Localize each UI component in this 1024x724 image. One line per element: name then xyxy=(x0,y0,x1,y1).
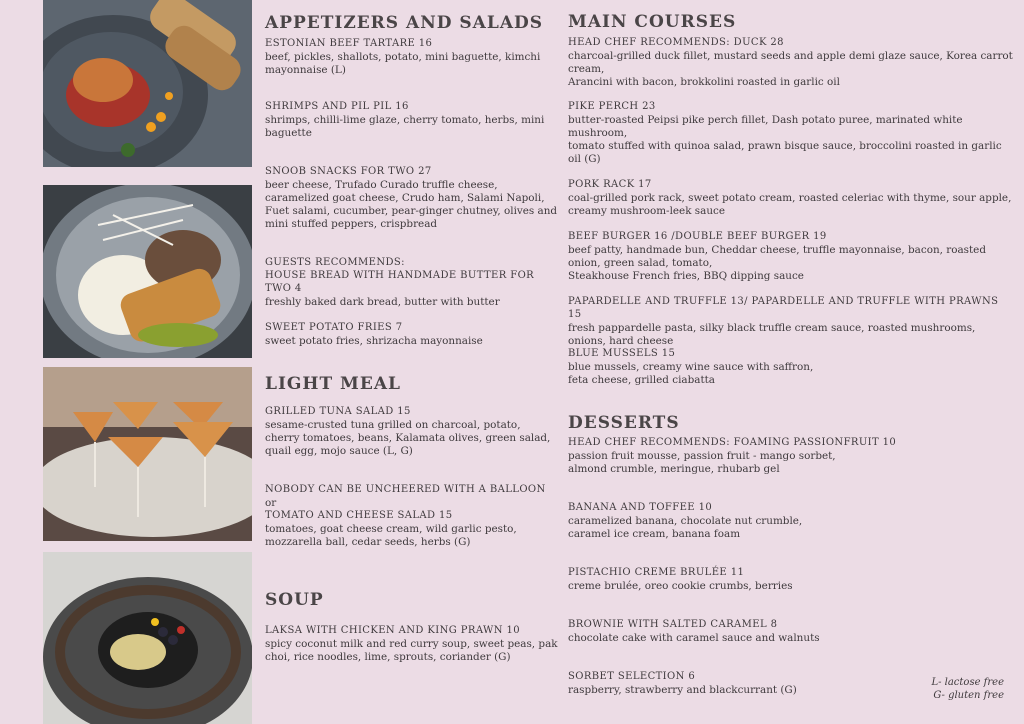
legend-lactose-free: L- lactose free xyxy=(931,677,1004,688)
item-title: SNOOB SNACKS FOR TWO 27 xyxy=(265,166,432,177)
item-description: fresh pappardelle pasta, silky black truffle cream sauce, roasted mushrooms, onions, hard cheese xyxy=(568,321,976,347)
item-title: NOBODY CAN BE UNCHEERED WITH A BALLOON xyxy=(265,484,546,495)
item-title: PORK RACK 17 xyxy=(568,179,652,190)
appetizers-heading: APPETIZERS AND SALADS xyxy=(265,13,544,33)
legend-gluten-free: G- gluten free xyxy=(933,690,1004,701)
item-description: beef patty, handmade bun, Cheddar cheese, truffle mayonnaise, bacon, roasted onion, green salad, tomato, xyxy=(568,243,986,269)
item-title: PAPARDELLE AND TRUFFLE 13/ PAPARDELLE AND TRUFFLE WITH PRAWNS 15 xyxy=(568,296,999,320)
item-description: chocolate cake with caramel sauce and walnuts xyxy=(568,631,820,644)
menu-item xyxy=(265,101,558,140)
item-title: GUESTS RECOMMENDS: xyxy=(265,257,405,268)
item-description-line-2: feta cheese, grilled ciabatta xyxy=(568,373,715,386)
item-title-line-2: TOMATO AND CHEESE SALAD 15 xyxy=(265,509,453,521)
menu-item xyxy=(568,231,1014,283)
menu-item xyxy=(568,437,1014,476)
item-description-line-2: almond crumble, meringue, rhubarb gel xyxy=(568,462,780,475)
desserts-heading: DESSERTS xyxy=(568,413,680,433)
item-description: raspberry, strawberry and blackcurrant (G) xyxy=(568,683,797,696)
item-title: GRILLED TUNA SALAD 15 xyxy=(265,406,411,417)
photo-pike-perch xyxy=(43,185,252,358)
item-description: beef, pickles, shallots, potato, mini baguette, kimchi mayonnaise (L) xyxy=(265,50,541,76)
photo-beef-tartare xyxy=(43,0,252,167)
item-description: sweet potato fries, shrizacha mayonnaise xyxy=(265,334,483,347)
item-description: sesame-crusted tuna grilled on charcoal, potato, cherry tomatoes, beans, Kalamata olives, green salad, quail egg, mojo sauce (L, G) xyxy=(265,418,551,457)
menu-item xyxy=(568,567,1014,593)
item-title: LAKSA WITH CHICKEN AND KING PRAWN 10 xyxy=(265,625,520,636)
item-description: passion fruit mousse, passion fruit - mango sorbet, xyxy=(568,449,836,462)
item-title: BANANA AND TOFFEE 10 xyxy=(568,502,713,513)
item-title: PIKE PERCH 23 xyxy=(568,101,656,112)
menu-item xyxy=(265,406,558,458)
item-title: PISTACHIO CREME BRULÉE 11 xyxy=(568,567,745,578)
item-title: SHRIMPS AND PIL PIL 16 xyxy=(265,101,409,112)
menu-item xyxy=(265,257,558,309)
item-description-line-2: tomato stuffed with quinoa salad, prawn bisque sauce, broccolini roasted in garlic oil (G) xyxy=(568,139,1002,165)
item-title: SORBET SELECTION 6 xyxy=(568,671,696,682)
photo-dessert-nest xyxy=(43,552,252,724)
item-description: beer cheese, Trufado Curado truffle cheese, caramelized goat cheese, Crudo ham, Salami Napoli, Fuet salami, cucumber, pear-ginger chutney, olives and mini stuffed peppers, crispbread xyxy=(265,178,558,230)
item-title: HEAD CHEF RECOMMENDS: DUCK 28 xyxy=(568,37,784,48)
item-title: SWEET POTATO FRIES 7 xyxy=(265,322,403,333)
item-description-line-2: Arancini with bacon, brokkolini roasted in garlic oil xyxy=(568,75,840,88)
menu-item xyxy=(568,619,1014,645)
item-description: butter-roasted Peipsi pike perch fillet, Dash potato puree, marinated white mushroom, xyxy=(568,113,963,139)
item-title: BEEF BURGER 16 /DOUBLE BEEF BURGER 19 xyxy=(568,231,827,242)
item-title: BROWNIE WITH SALTED CARAMEL 8 xyxy=(568,619,778,630)
item-or: or xyxy=(265,496,277,509)
item-description: spicy coconut milk and red curry soup, sweet peas, pak choi, rice noodles, lime, sprouts, coriander (G) xyxy=(265,637,558,663)
menu-item xyxy=(265,38,558,77)
item-title: HEAD CHEF RECOMMENDS: FOAMING PASSIONFRUIT 10 xyxy=(568,437,897,448)
menu-item xyxy=(265,166,558,231)
item-description-line-2: caramel ice cream, banana foam xyxy=(568,527,741,540)
menu-item xyxy=(568,101,1014,166)
menu-item xyxy=(568,179,1014,218)
item-description: tomatoes, goat cheese cream, wild garlic pesto, mozzarella ball, cedar seeds, herbs (G) xyxy=(265,522,517,548)
item-description: caramelized banana, chocolate nut crumble, xyxy=(568,514,803,527)
item-title: BLUE MUSSELS 15 xyxy=(568,348,676,359)
item-description: creme brulée, oreo cookie crumbs, berries xyxy=(568,579,793,592)
light-meal-heading: LIGHT MEAL xyxy=(265,374,401,394)
menu-item xyxy=(265,484,558,549)
menu-item xyxy=(265,322,558,348)
menu-item xyxy=(568,502,1014,541)
menu-item xyxy=(568,348,1014,387)
item-title: ESTONIAN BEEF TARTARE 16 xyxy=(265,38,433,49)
main-courses-heading: MAIN COURSES xyxy=(568,12,737,32)
item-description: freshly baked dark bread, butter with butter xyxy=(265,295,500,308)
item-title-line-2: HOUSE BREAD WITH HANDMADE BUTTER FOR TWO 4 xyxy=(265,269,535,294)
item-description: charcoal-grilled duck fillet, mustard seeds and apple demi glaze sauce, Korea carrot cream, xyxy=(568,49,1013,75)
soup-heading: SOUP xyxy=(265,590,324,610)
item-description: coal-grilled pork rack, sweet potato cream, roasted celeriac with thyme, sour apple, creamy mushroom-leek sauce xyxy=(568,191,1012,217)
item-description: blue mussels, creamy wine sauce with saffron, xyxy=(568,360,814,373)
item-description-line-2: Steakhouse French fries, BBQ dipping sauce xyxy=(568,269,804,282)
photo-cocktails xyxy=(43,367,252,541)
menu-item xyxy=(568,296,1014,348)
menu-item xyxy=(568,37,1014,89)
menu-item xyxy=(265,625,558,664)
dietary-legend xyxy=(931,676,1004,702)
item-description: shrimps, chilli-lime glaze, cherry tomato, herbs, mini baguette xyxy=(265,113,545,139)
